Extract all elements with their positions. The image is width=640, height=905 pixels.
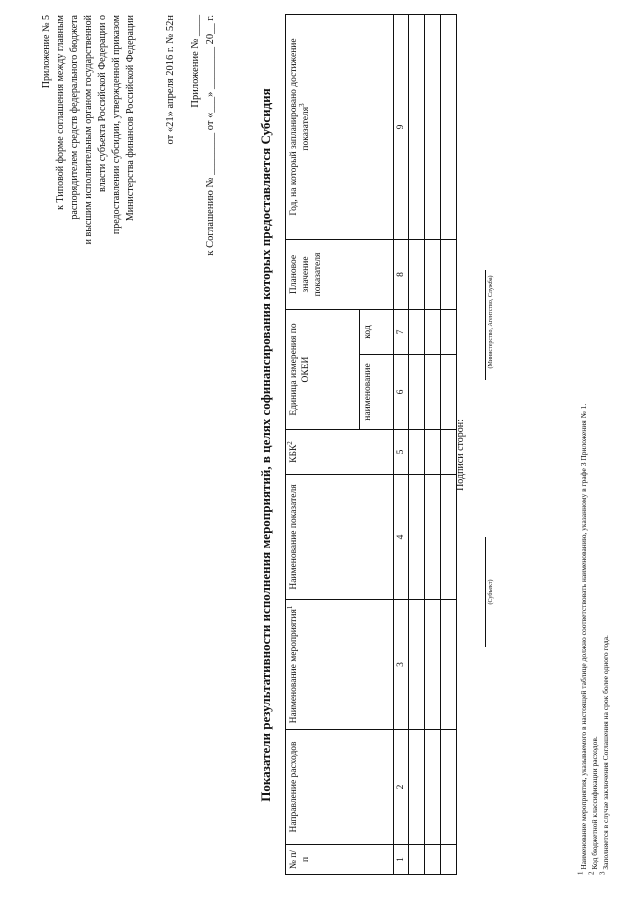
document-title: Показатели результативности исполнения мероприятий, в целях софинансирования которых предоставляется Субсидия [258,88,273,802]
footnote [589,15,600,875]
col-unit-name-header: наименование [360,355,394,430]
column-number: 1 [394,845,409,875]
agreement-reference: к Соглашению № ________ от «___» ________ 20__ г. [205,15,216,256]
footnote-text: Заполняется в случае заключения Соглашения на срок более одного года. [601,635,610,870]
footnote-text: Наименование мероприятия, указываемого в настоящей таблице должно соответствовать наименованию, указанному в графе 3 Приложения № 1. [579,403,588,870]
col-event-header [286,600,394,730]
footnote-mark: 1 [576,871,585,875]
appendix-header [40,15,138,285]
footnote [578,15,589,875]
table-cell [441,730,457,845]
table-cell [409,475,425,600]
col-year-label: Год, на который запланировано достижение показателя [289,38,311,216]
col-year-header [286,14,394,239]
column-number: 9 [394,14,409,239]
col-indicator-header: Наименование показателя [286,475,394,600]
signature-line-ministry [485,270,486,380]
table-cell [425,309,441,354]
appendix-line: и высшим исполнительным органом государственной [83,15,94,245]
column-number: 2 [394,730,409,845]
column-number: 3 [394,600,409,730]
appendix-line: власти субъекта Российской Федерации о [97,15,108,192]
col-unit-header: Единица измерения по ОКЕИ [286,309,360,429]
table-cell [409,14,425,239]
appendix-number: Приложение № ____ [190,15,201,108]
table-cell [425,730,441,845]
column-number-row [394,14,409,874]
footnote-mark: 3 [598,871,607,875]
table-cell [441,600,457,730]
table-cell [425,14,441,239]
column-number: 8 [394,239,409,309]
table-cell [425,845,441,875]
column-number: 4 [394,475,409,600]
table-cell [441,14,457,239]
table-cell [425,239,441,309]
footnote-text: Код бюджетной классификации расходов. [590,736,599,870]
table-cell [409,430,425,475]
appendix-line: Приложение № 5 [41,15,52,89]
appendix-line: предоставлении субсидии, утвержденной приказом [111,15,122,235]
footnotes [578,15,611,875]
col-num-header: № п/п [286,845,394,875]
table-cell [409,600,425,730]
col-kbk-header [286,430,394,475]
table-cell [409,355,425,430]
column-number: 5 [394,430,409,475]
col-plan-header: Плановое значение показателя [286,239,394,309]
signature-caption-subject: (Субъект) [488,579,494,605]
column-number: 6 [394,355,409,430]
table-cell [425,475,441,600]
appendix-line: к Типовой форме соглашения между главным [55,15,66,210]
signatures-label: Подписи сторон: [455,419,466,491]
footnote [600,15,611,875]
table-cell [425,430,441,475]
column-number: 7 [394,309,409,354]
footnote-ref: 1 [285,605,294,610]
signature-caption-ministry: (Министерство, Агентство, Служба) [488,275,494,369]
col-unit-code-header: код [360,309,394,354]
table-cell [409,309,425,354]
col-kbk-label: КБК [289,444,299,463]
footnote-mark: 2 [587,871,596,875]
table-cell [425,600,441,730]
indicators-table [285,14,457,875]
footnote-ref: 3 [297,103,306,107]
table-cell [441,239,457,309]
order-date: от «21» апреля 2016 г. № 52н [165,15,176,145]
footnote-ref: 2 [285,441,294,445]
table-cell [425,355,441,430]
table-cell [409,730,425,845]
table-cell [409,845,425,875]
table-cell [441,845,457,875]
col-direction-header: Направление расходов [286,730,394,845]
col-event-label: Наименование мероприятия [289,609,299,724]
table-cell [409,239,425,309]
table-row [409,14,425,874]
table-cell [441,309,457,354]
appendix-line: Министерства финансов Российской Федерации [125,15,136,222]
table-row [425,14,441,874]
signature-line-subject [485,537,486,647]
appendix-line: распорядителем средств федерального бюджета [69,15,80,220]
